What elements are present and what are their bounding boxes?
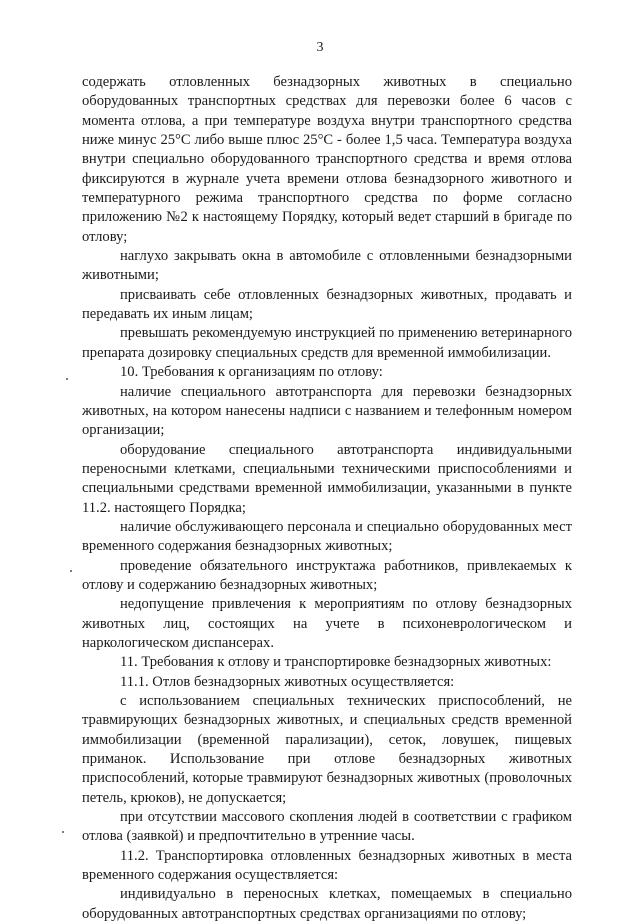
paragraph: наличие специального автотранспорта для перевозки безнадзорных животных, на котором нанесены надписи с названием и телефонным номером организации; xyxy=(82,383,572,439)
paragraph: оборудование специального автотранспорта индивидуальными переносными клетками, специальными техническими приспособлениями и специальными средствами временной иммобилизации, указанными в пункте 11.2. настоящего Порядка; xyxy=(82,441,572,516)
paragraph: наглухо закрывать окна в автомобиле с отловленными безнадзорными животными; xyxy=(82,248,572,284)
section-heading: 10. Требования к организациям по отлову: xyxy=(120,364,383,381)
page-number: 3 xyxy=(316,40,324,55)
paragraph: недопущение привлечения к мероприятиям по отлову безнадзорных животных лиц, состоящих на учете в психоневрологическом и наркологическом диспансерах. xyxy=(82,596,572,651)
paragraph: присваивать себе отловленных безнадзорных животных, продавать и передавать их иным лицам; xyxy=(82,286,572,323)
paragraph: превышать рекомендуемую инструкцией по применению ветеринарного препарата дозировку специальных средств для временной иммобилизации. xyxy=(82,325,572,361)
subsection-heading: 11.1. Отлов безнадзорных животных осуществляется: xyxy=(120,673,455,690)
subsection-heading: 11.2. Транспортировка отловленных безнадзорных животных в места временного содержания осуществляется: xyxy=(82,847,572,884)
scan-speck xyxy=(66,378,68,380)
scan-speck xyxy=(62,831,64,833)
paragraph: содержать отловленных безнадзорных животных в специально оборудованных транспортных средствах для перевозки более 6 часов с момента отлова, а при температуре воздуха внутри транспортного средства ниже минус 25°С либо выше плюс 25°С - более 1,5 часа. Температура воздуха внутри специально оборудованного транспортного средства и время отлова фиксируются в журнале учета времени отлова безнадзорного животного и температурного режима транспортного средства по форме согласно приложению №2 к настоящему Порядку, который ведет старший в бригаде по отлову; xyxy=(82,74,572,245)
scan-speck xyxy=(70,570,72,572)
paragraph: при отсутствии массового скопления людей в соответствии с графиком отлова (заявкой) и предпочтительно в утренние часы. xyxy=(82,809,572,845)
section-heading: 11. Требования к отлову и транспортировке безнадзорных животных: xyxy=(120,654,552,671)
paragraph: с использованием специальных технических приспособлений, не травмирующих безнадзорных животных, и специальных средств временной иммобилизации (временной парализации), сеток, ловушек, пищевых приманок. Использование при отлове безнадзорных животных приспособлений, которые травмируют безнадзорных животных (проволочных петель, крюков), не допускается; xyxy=(82,693,572,806)
document-body xyxy=(82,73,572,924)
paragraph: индивидуально в переносных клетках, помещаемых в специально оборудованных автотранспортных средствах организациями по отлову; xyxy=(82,886,572,922)
paragraph: наличие обслуживающего персонала и специально оборудованных мест временного содержания безнадзорных животных; xyxy=(82,518,572,555)
paragraph: проведение обязательного инструктажа работников, привлекаемых к отлову и содержанию безнадзорных животных; xyxy=(82,557,572,593)
